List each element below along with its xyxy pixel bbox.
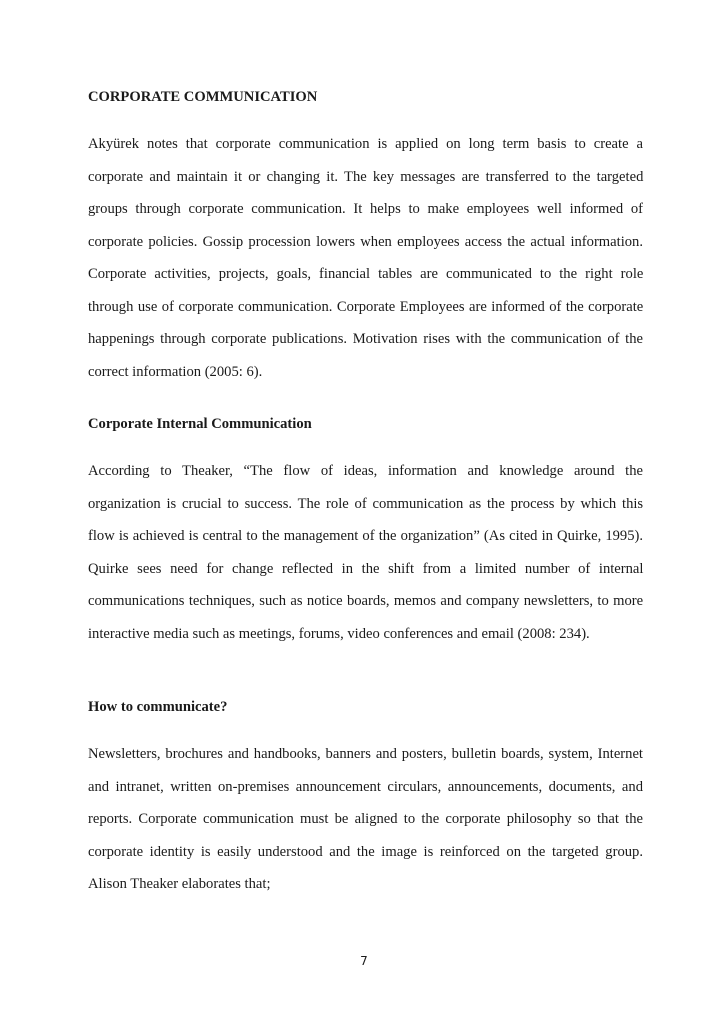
text-line: communications techniques, such as notice boards, memos and company newsletters, to more	[88, 593, 644, 609]
page-number: 7	[360, 954, 368, 968]
text-line: corporate identity is easily understood and the image is reinforced on the targeted group.	[88, 843, 643, 860]
text-line: through use of corporate communication. Corporate Employees are informed of the corporate	[88, 298, 644, 315]
text-line: corporate and maintain it or changing it. The key messages are transferred to the targeted	[88, 168, 644, 185]
text-line: corporate policies. Gossip procession lowers when employees access the actual information.	[88, 233, 643, 250]
text-line: organization is crucial to success. The role of communication as the process by which this	[88, 495, 644, 512]
section-heading-how-to-communicate: How to communicate?	[88, 699, 228, 715]
text-line: and intranet, written on-premises announcement circulars, announcements, documents, and	[88, 778, 643, 795]
text-line: correct information (2005: 6).	[88, 363, 263, 380]
text-line: Akyürek notes that corporate communication is applied on long term basis to create a	[88, 136, 643, 152]
text-line: happenings through corporate publications. Motivation rises with the communication of the	[88, 331, 643, 347]
text-line: Newsletters, brochures and handbooks, banners and posters, bulletin boards, system, Internet	[88, 746, 643, 762]
section-heading-corporate-communication: CORPORATE COMMUNICATION	[88, 89, 318, 105]
text-line: Alison Theaker elaborates that;	[88, 876, 271, 892]
document-page	[88, 0, 643, 1030]
text-line: reports. Corporate communication must be aligned to the corporate philosophy so that the	[88, 811, 643, 827]
section-heading-internal-communication: Corporate Internal Communication	[88, 416, 312, 432]
paragraph-corporate-communication	[88, 128, 643, 388]
text-line: flow is achieved is central to the management of the organization” (As cited in Quirke, 1995).	[88, 528, 644, 544]
text-line: Quirke sees need for change reflected in the shift from a limited number of internal	[88, 560, 644, 577]
text-line: interactive media such as meetings, forums, video conferences and email (2008: 234).	[88, 625, 590, 642]
paragraph-internal-communication	[88, 455, 643, 650]
paragraph-how-to-communicate	[88, 738, 643, 901]
text-line: Corporate activities, projects, goals, financial tables are communicated to the right role	[88, 266, 644, 282]
text-line: groups through corporate communication. It helps to make employees well informed of	[88, 201, 643, 217]
text-line: According to Theaker, “The flow of ideas, information and knowledge around the	[88, 463, 643, 479]
